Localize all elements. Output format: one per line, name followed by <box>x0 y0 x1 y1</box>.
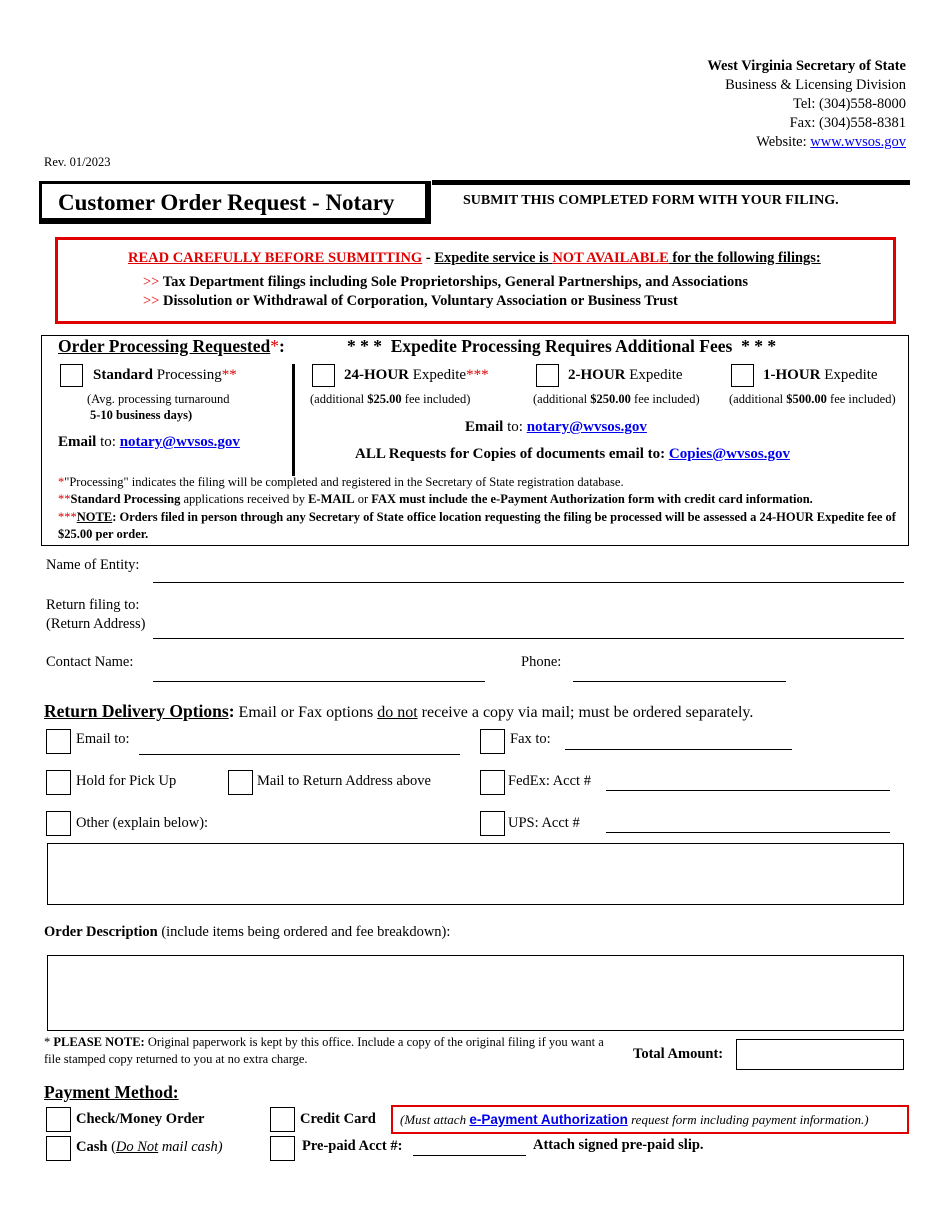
footnote-3-text: : Orders filed in person through any Secretary of State office location requesting the filing be processed will be assessed a 24-HOUR Expedite fee of $25.00 per order. <box>58 510 896 541</box>
2-hour-fee-post: fee included) <box>630 392 700 406</box>
contact-label: Contact Name: <box>46 654 134 670</box>
fax-number: Fax: (304)558-8381 <box>789 115 906 131</box>
footnote-1-text: "Processing" indicates the filing will be completed and registered in the Secretary of State registration database. <box>64 475 624 489</box>
agency-name: West Virginia Secretary of State <box>707 58 906 74</box>
cash-open: ( <box>107 1139 116 1155</box>
epayment-authorization-link[interactable]: e-Payment Authorization <box>469 1112 628 1127</box>
copies-email-link[interactable]: Copies@wvsos.gov <box>668 446 790 462</box>
footnote-3-note: NOTE <box>76 510 113 524</box>
mail-return-label: Mail to Return Address above <box>257 773 431 789</box>
processing-heading-text: Order Processing Requested <box>58 336 271 356</box>
other-delivery-label: Other (explain below): <box>76 815 209 831</box>
1-hour-fee-post: fee included) <box>826 392 896 406</box>
fax-delivery-checkbox[interactable] <box>480 729 505 754</box>
footnote-2-a: Standard Processing <box>70 492 181 506</box>
total-amount-label: Total Amount: <box>633 1046 724 1062</box>
1-hour-checkbox[interactable] <box>731 364 754 387</box>
entity-input[interactable] <box>153 582 904 583</box>
please-note-mark: * <box>44 1035 54 1049</box>
warning-dash: - <box>422 250 435 266</box>
1-hour-fee-pre: (additional <box>729 392 787 406</box>
entity-label: Name of Entity: <box>46 557 140 573</box>
attach-prepaid-slip: Attach signed pre-paid slip. <box>533 1137 704 1153</box>
footnote-3 <box>58 509 906 543</box>
footnote-3-mark: *** <box>58 510 77 524</box>
copies-line <box>355 446 790 463</box>
delivery-note-c: receive a copy via mail; must be ordered separately. <box>417 704 754 721</box>
must-attach-text: (Must attach <box>400 1112 470 1127</box>
return-label-2: (Return Address) <box>46 616 146 632</box>
standard-turnaround: (Avg. processing turnaround <box>87 392 230 406</box>
standard-bold: Standard <box>93 367 154 383</box>
24-hour-fee-pre: (additional <box>310 392 368 406</box>
2-hour-rest: Expedite <box>625 367 683 383</box>
page-title: Customer Order Request - Notary <box>58 190 395 215</box>
ups-checkbox[interactable] <box>480 811 505 836</box>
prepaid-checkbox[interactable] <box>270 1136 295 1161</box>
warning-item-2 <box>143 293 678 310</box>
warning-box <box>55 237 896 324</box>
arrow-icon: >> <box>143 274 160 290</box>
fedex-label: FedEx: Acct # <box>508 773 591 789</box>
email-delivery-checkbox[interactable] <box>46 729 71 754</box>
email-label: Email <box>465 419 504 435</box>
other-delivery-checkbox[interactable] <box>46 811 71 836</box>
fax-delivery-input[interactable] <box>565 749 792 750</box>
warning-item-1 <box>143 274 748 291</box>
standard-email-line <box>58 434 240 451</box>
footnote-2-e: FAX must include the e-Payment Authorization form with credit card information. <box>371 492 813 506</box>
expedite-email-link[interactable]: notary@wvsos.gov <box>526 419 647 435</box>
footnote-2-d: or <box>354 492 372 506</box>
standard-days: 5-10 business days) <box>90 408 193 422</box>
return-label-1: Return filing to: <box>46 597 140 613</box>
phone-input[interactable] <box>573 681 786 682</box>
order-description-rest: (include items being ordered and fee breakdown): <box>157 924 451 940</box>
warning-headline <box>128 250 821 267</box>
fax-delivery-label: Fax to: <box>510 731 551 747</box>
credit-card-checkbox[interactable] <box>270 1107 295 1132</box>
footnote-1 <box>58 475 624 490</box>
standard-label <box>93 367 237 384</box>
processing-heading <box>58 336 285 357</box>
warning-item-1-text: Tax Department filings including Sole Proprietorships, General Partnerships, and Associations <box>162 274 749 290</box>
other-explanation-textarea[interactable] <box>47 843 904 905</box>
footnote-1-mark: * <box>58 475 65 489</box>
submit-instruction: SUBMIT THIS COMPLETED FORM WITH YOUR FILING. <box>463 193 839 208</box>
footnote-2-b: applications received by <box>180 492 309 506</box>
warning-item-2-text: Dissolution or Withdrawal of Corporation, Voluntary Association or Business Trust <box>162 293 678 309</box>
standard-rest: Processing <box>153 367 222 383</box>
1-hour-bold: 1-HOUR <box>763 367 821 383</box>
email-to: to: <box>96 434 120 450</box>
payment-heading: Payment Method: <box>44 1082 179 1102</box>
ups-label: UPS: Acct # <box>508 815 580 831</box>
cash-checkbox[interactable] <box>46 1136 71 1161</box>
fedex-account-input[interactable] <box>606 790 890 791</box>
expedite-text-b: for the following filings: <box>668 250 821 266</box>
cash-label <box>76 1139 223 1156</box>
prepaid-account-input[interactable] <box>413 1155 526 1156</box>
return-label <box>46 596 145 634</box>
arrow-icon: >> <box>143 293 160 309</box>
copies-text: ALL Requests for Copies of documents email to: <box>355 446 669 462</box>
delivery-heading <box>44 701 753 722</box>
2-hour-fee-pre: (additional <box>533 392 591 406</box>
contact-input[interactable] <box>153 681 485 682</box>
email-delivery-input[interactable] <box>139 754 460 755</box>
24-hour-fee-amount: $25.00 <box>367 392 402 406</box>
read-carefully: READ CAREFULLY BEFORE SUBMITTING <box>128 250 423 266</box>
header-rule <box>432 180 910 185</box>
return-address-input[interactable] <box>153 638 904 639</box>
1-hour-rest: Expedite <box>820 367 878 383</box>
website-line <box>707 133 906 152</box>
website-link[interactable]: www.wvsos.gov <box>810 134 906 150</box>
ups-account-input[interactable] <box>606 832 890 833</box>
24-hour-label <box>344 367 489 384</box>
not-available: NOT AVAILABLE <box>552 250 669 266</box>
delivery-note-b: do not <box>377 704 418 721</box>
2-hour-label <box>568 367 683 384</box>
2-hour-checkbox[interactable] <box>536 364 559 387</box>
processing-colon: : <box>279 336 285 356</box>
hold-pickup-label: Hold for Pick Up <box>76 773 177 789</box>
please-note-text: Original paperwork is kept by this office. Include a copy of the original filing if you want a file stamped copy returned to you at no extra charge. <box>44 1035 604 1066</box>
standard-checkbox[interactable] <box>60 364 83 387</box>
check-money-order-checkbox[interactable] <box>46 1107 71 1132</box>
footnote-2-mark: ** <box>58 492 71 506</box>
hold-pickup-checkbox[interactable] <box>46 770 71 795</box>
website-label: Website: <box>756 134 811 150</box>
expedite-banner: * * * Expedite Processing Requires Additional Fees * * * <box>347 336 777 356</box>
email-delivery-label: Email to: <box>76 731 130 747</box>
prepaid-label: Pre-paid Acct #: <box>302 1138 403 1154</box>
processing-divider <box>292 364 295 476</box>
email-to: to: <box>503 419 527 435</box>
check-money-order-label: Check/Money Order <box>76 1111 205 1127</box>
fedex-checkbox[interactable] <box>480 770 505 795</box>
2-hour-fee <box>533 392 700 407</box>
credit-card-label: Credit Card <box>300 1111 376 1127</box>
delivery-colon: : <box>228 701 235 721</box>
epayment-note-box <box>391 1105 909 1134</box>
division-name: Business & Licensing Division <box>725 77 906 93</box>
1-hour-fee <box>729 392 896 407</box>
must-attach-rest: request form including payment information.) <box>627 1112 869 1127</box>
24-hour-checkbox[interactable] <box>312 364 335 387</box>
title-box <box>39 181 431 224</box>
agency-header <box>707 57 906 152</box>
cash-bold: Cash <box>76 1139 108 1155</box>
please-note-bold: PLEASE NOTE: <box>53 1035 145 1049</box>
1-hour-label <box>763 367 878 384</box>
footnote-2-c: E-MAIL <box>308 492 355 506</box>
please-note <box>44 1034 619 1068</box>
2-hour-fee-amount: $250.00 <box>590 392 631 406</box>
24-hour-mark: *** <box>466 367 489 383</box>
24-hour-bold: 24-HOUR <box>344 367 409 383</box>
total-amount-input[interactable] <box>736 1039 904 1070</box>
2-hour-bold: 2-HOUR <box>568 367 626 383</box>
delivery-note-a: Email or Fax options <box>234 704 378 721</box>
notary-email-link[interactable]: notary@wvsos.gov <box>119 434 240 450</box>
24-hour-fee <box>310 392 470 407</box>
processing-asterisk: * <box>270 336 279 356</box>
revision-date: Rev. 01/2023 <box>44 155 111 169</box>
24-hour-rest: Expedite <box>409 367 467 383</box>
expedite-text-a: Expedite service is <box>434 250 553 266</box>
cash-do-not: Do Not <box>115 1139 159 1155</box>
footnote-2 <box>58 492 813 507</box>
1-hour-fee-amount: $500.00 <box>786 392 827 406</box>
expedite-email-line <box>465 419 647 436</box>
mail-return-checkbox[interactable] <box>228 770 253 795</box>
delivery-heading-text: Return Delivery Options <box>44 701 229 721</box>
cash-rest: mail cash) <box>158 1139 223 1155</box>
order-description-label <box>44 924 450 941</box>
telephone: Tel: (304)558-8000 <box>793 96 906 112</box>
phone-label: Phone: <box>521 654 562 670</box>
order-description-textarea[interactable] <box>47 955 904 1031</box>
standard-mark: ** <box>221 367 237 383</box>
email-label: Email <box>58 434 97 450</box>
24-hour-fee-post: fee included) <box>401 392 471 406</box>
order-description-bold: Order Description <box>44 924 158 940</box>
